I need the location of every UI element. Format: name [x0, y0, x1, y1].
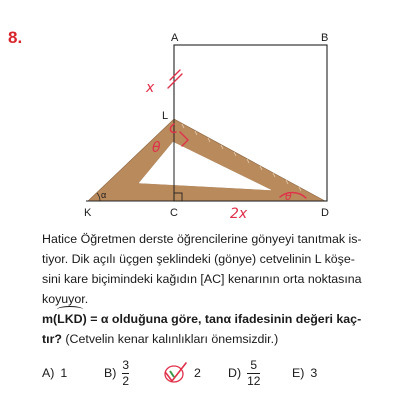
paragraph-line: sini kare biçimindeki kağıdın [AC] kenarının orta noktasına — [42, 272, 362, 286]
label-A: A — [171, 32, 179, 44]
choice-d[interactable] — [228, 356, 260, 390]
choice-letter: E) — [292, 366, 305, 380]
hand-x-top: x — [146, 80, 155, 96]
fraction-denominator: 12 — [247, 373, 261, 388]
choice-e[interactable] — [292, 356, 317, 390]
question-number: 8. — [8, 28, 23, 47]
prompt-line2-rest: (Cetvelin kenar kalınlıkları önemsizdir.) — [61, 332, 279, 346]
label-C: C — [170, 207, 178, 219]
choice-value: 1 — [60, 366, 68, 380]
check-mark-icon — [162, 361, 188, 385]
prompt-line2-bold: tır? — [42, 332, 62, 346]
hand-theta-d: θ — [285, 190, 292, 203]
choice-letter: B) — [104, 366, 117, 380]
fraction-numerator: 3 — [122, 357, 130, 372]
answer-choices — [42, 356, 382, 390]
question-prompt — [42, 309, 386, 349]
label-B: B — [321, 32, 329, 44]
question-paragraph — [42, 229, 386, 309]
prompt-main: ) = α olduğuna göre, tanα ifadesinin değeri kaç- — [82, 312, 362, 326]
hand-theta-l: θ — [152, 140, 161, 156]
choice-c[interactable] — [162, 356, 201, 390]
choice-value: 3 — [310, 366, 318, 380]
angle-arc-label: LKD — [57, 309, 82, 329]
label-alpha: α — [101, 190, 107, 200]
label-K: K — [84, 207, 92, 219]
paragraph-line: tiyor. Dik açılı üçgen şeklindeki (gönye) cetvelinin L köşe- — [42, 252, 355, 266]
fraction-numerator: 5 — [250, 357, 258, 372]
choice-a[interactable] — [42, 356, 67, 390]
paragraph-line: Hatice Öğretmen derste öğrencilerine gönyeyi tanıtmak is- — [42, 232, 362, 246]
hand-2x-bottom: 2x — [230, 206, 248, 222]
choice-fraction — [122, 359, 129, 388]
choice-b[interactable] — [104, 356, 129, 390]
paragraph-line: koyuyor. — [42, 292, 89, 306]
label-D: D — [321, 207, 329, 219]
label-L: L — [162, 110, 169, 122]
fraction-denominator: 2 — [122, 373, 130, 388]
choice-letter: D) — [228, 366, 242, 380]
choice-value: 2 — [194, 366, 201, 380]
choice-letter: A) — [42, 366, 55, 380]
prompt-prefix: m( — [42, 312, 58, 326]
choice-fraction — [247, 359, 260, 388]
